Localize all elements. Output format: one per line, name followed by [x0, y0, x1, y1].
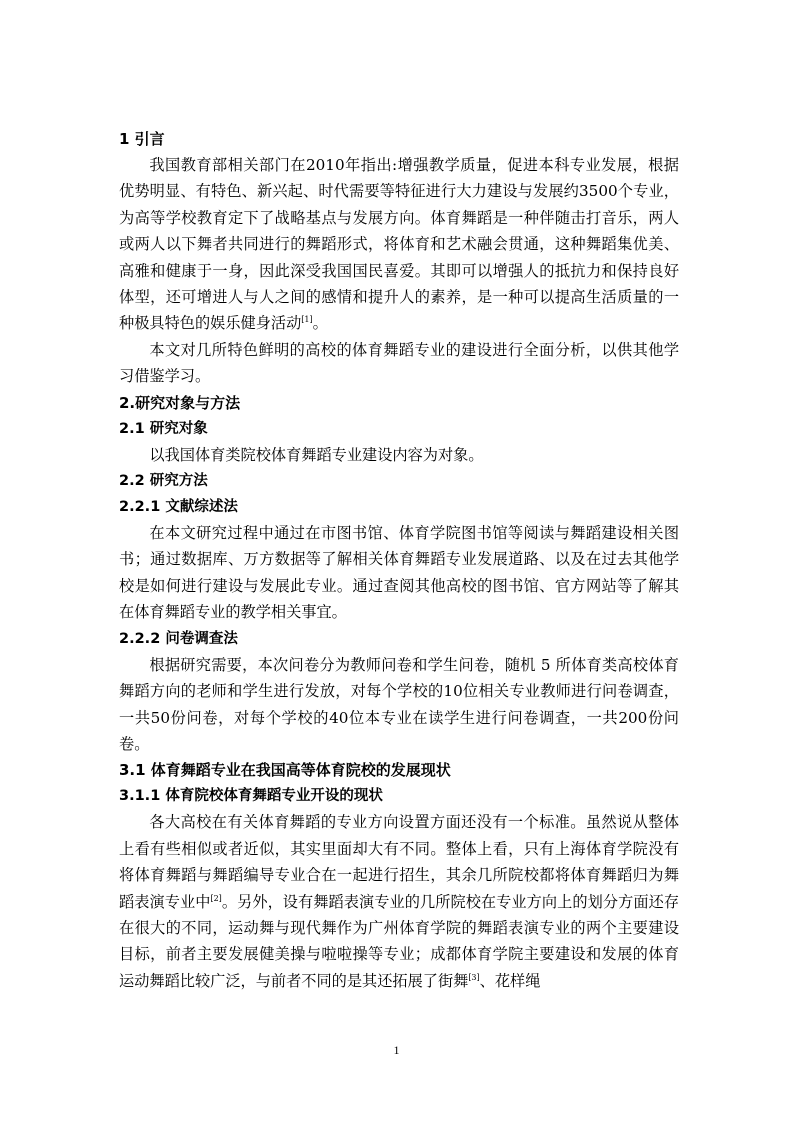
paragraph-literature-review: 在本文研究过程中通过在市图书馆、体育学院图书馆等阅读与舞蹈建设相关图书；通过数据库、万方数据等了解相关体育舞蹈专业发展道路、以及在过去其他学校是如何进行建设与发展此专业。通过查阅其他高校的图书馆、官方网站等了解其在体育舞蹈专业的教学相关事宜。 [119, 524, 679, 622]
heading-introduction: 1 引言 [119, 130, 165, 148]
citation-ref-3: [3] [468, 972, 480, 982]
heading-research-method: 2.2 研究方法 [119, 473, 208, 490]
paragraph-text: 。另外，设有舞蹈表演专业的几所院校在专业方向上的划分方面还存在很大的不同，运动舞与现代舞作为广州体育学院的舞蹈表演专业的两个主要建设目标，前者主要发展健美操与啦啦操等专业；成都体育学院主要建设和发展的体育运动舞蹈比较广泛，与前者不同的是其还拓展了街舞 [119, 892, 680, 990]
heading-research-objects-methods: 2.研究对象与方法 [119, 393, 241, 412]
paragraph-major-status [119, 809, 679, 994]
paragraph-intro-2: 本文对几所特色鲜明的高校的体育舞蹈专业的建设进行全面分析，以供其他学习借鉴学习。 [119, 340, 679, 386]
paragraph-questionnaire: 根据研究需要，本次问卷分为教师问卷和学生问卷，随机 5 所体育类高校体育舞蹈方向的老师和学生进行发放，对每个学校的10位相关专业教师进行问卷调查，一共50份问卷，对每个学校的40位本专业在读学生进行问卷调查，一共200份问卷。 [119, 655, 679, 753]
heading-research-object: 2.1 研究对象 [119, 420, 208, 437]
heading-major-status: 3.1.1 体育院校体育舞蹈专业开设的现状 [119, 788, 383, 805]
heading-development-status: 3.1 体育舞蹈专业在我国高等体育院校的发展现状 [119, 761, 451, 780]
paragraph-research-object: 以我国体育类院校体育舞蹈专业建设内容为对象。 [149, 445, 484, 464]
citation-ref-2: [2] [210, 893, 222, 903]
citation-ref-1: [1] [301, 315, 313, 325]
paragraph-text: 、花样绳 [479, 971, 541, 990]
paragraph-text: 各大高校在有关体育舞蹈的专业方向设置方面还没有一个标准。虽然说从整体上看有些相似或者近似，其实里面却大有不同。整体上看，只有上海体育学院没有将体育舞蹈与舞蹈编导专业合在一起进行招生，其余几所院校都将体育舞蹈归为舞蹈表演专业中 [119, 813, 679, 911]
paragraph-text: 。 [312, 314, 328, 333]
document-body [119, 126, 679, 994]
heading-literature-review: 2.2.1 文献综述法 [119, 499, 238, 516]
paragraph-text: 我国教育部相关部门在2010年指出:增强教学质量，促进本科专业发展，根据优势明显、有特色、新兴起、时代需要等特征进行大力建设与发展约3500个专业，为高等学校教育定下了战略基点与发展方向。体育舞蹈是一种伴随击打音乐，两人或两人以下舞者共同进行的舞蹈形式，将体育和艺术融会贯通，这种舞蹈集优美、高雅和健康于一身，因此深受我国国民喜爱。其即可以增强人的抵抗力和保持良好体型，还可增进人与人之间的感情和提升人的素养，是一种可以提高生活质量的一种极具特色的娱乐健身活动 [119, 156, 679, 333]
page-number: 1 [393, 1043, 400, 1057]
paragraph-intro-1 [119, 152, 679, 337]
heading-questionnaire: 2.2.2 问卷调查法 [119, 630, 238, 647]
